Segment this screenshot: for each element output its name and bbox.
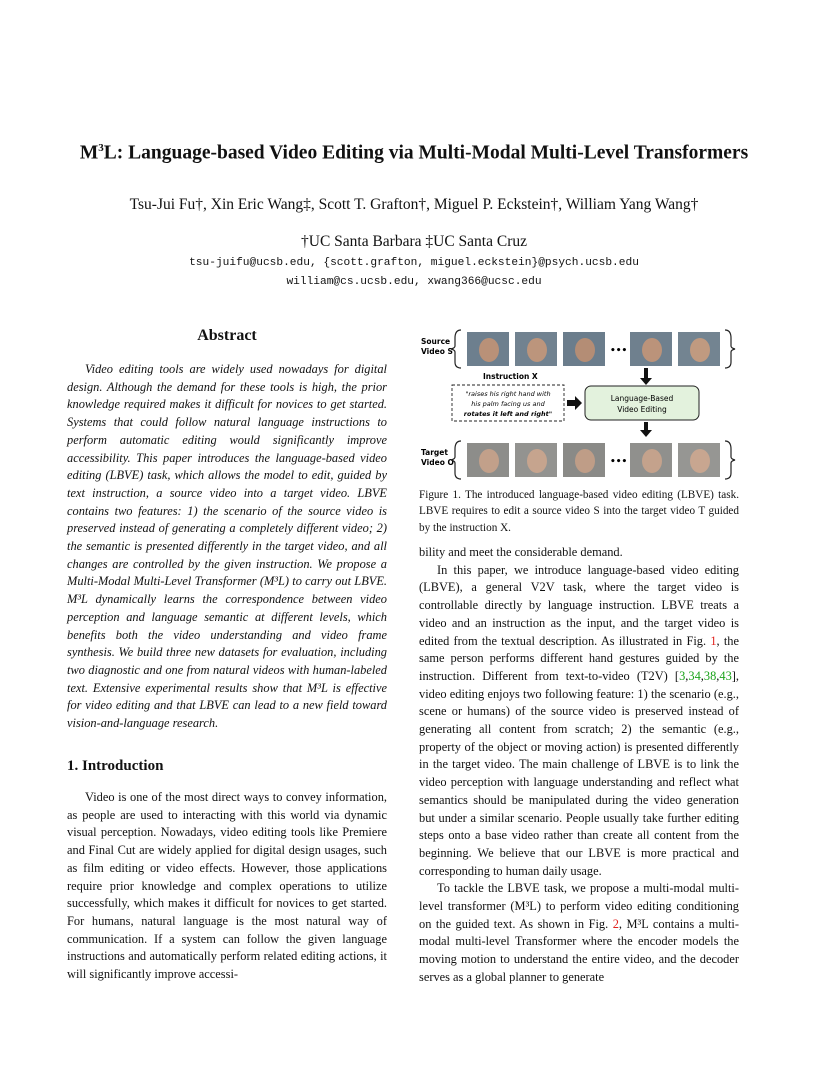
figure-reference[interactable]: 2 bbox=[612, 916, 619, 931]
paragraph-continuation: bility and meet the considerable demand. bbox=[419, 545, 623, 559]
target-label-1: Target bbox=[421, 448, 448, 457]
target-ellipsis: ••• bbox=[610, 457, 628, 467]
email-line-2: william@cs.ucsb.edu, xwang366@ucsc.edu bbox=[286, 276, 542, 288]
paragraph: In this paper, we introduce language-based video editing (LBVE), a general V2V task, where the target video is controllable directly by language instruction. LBVE treats a video and an instruction as the input, and the target video is edited from the textual description. As illustrated in Fig. 1, the same person performs different hand gestures guided by the instruction. Different from text-to-video (T2V) [3,34,38,43], video editing enjoys two following feature: 1) the scenario (e.g., scene or humans) of the source video is preserved instead of generating all content from scratch; 2) the semantic (e.g., property of the object or moving action) is presented differently in the target video. The main challenge of LBVE is to link the video perception with language understanding and reflect what semantics should be manipulated during the video generation but under a similar scenario. People usually take further editing steps onto a base video rather than create all content from the beginning. We believe that our LBVE is more practical and corresponding to human daily usage. bbox=[419, 562, 739, 878]
target-frame-face bbox=[642, 449, 662, 473]
down-arrow-icon bbox=[640, 368, 652, 385]
lbve-model-box bbox=[585, 386, 699, 420]
source-right-brace bbox=[725, 330, 735, 368]
source-frame-face bbox=[642, 338, 662, 362]
source-frames bbox=[467, 332, 720, 366]
source-frame-face bbox=[527, 338, 547, 362]
target-right-brace bbox=[725, 441, 735, 479]
author-list: Tsu-Jui Fu†, Xin Eric Wang‡, Scott T. Grafton†, Miguel P. Eckstein†, William Yang Wang† bbox=[129, 196, 699, 213]
source-label-1: Source bbox=[421, 337, 451, 346]
target-frame-face bbox=[527, 449, 547, 473]
introduction-heading: 1. Introduction bbox=[67, 758, 164, 774]
figure-caption: Figure 1. The introduced language-based video editing (LBVE) task. LBVE requires to edit a source video S into the target video T guided by the instruction X. bbox=[419, 489, 739, 534]
paragraph: To tackle the LBVE task, we propose a multi-modal multi-level transformer (M³L) to perform video editing conditioning on the guided text. As shown in Fig. 2, M³L contains a multi-modal multi-level Transformer where the encoder models the moving motion to understand the entire video, and the decoder serves as a global planner to generate bbox=[419, 881, 739, 984]
abstract-text: Video editing tools are widely used nowadays for digital design. Although the demand for these tools is high, the prior knowledge required makes it difficult for novices to get started. Systems that could follow natural language instructions to perform automatic editing would significantly improve accessibility. This paper introduces the language-based video editing (LBVE) task, which allows the model to edit, guided by text instruction, a source video into a target video. LBVE contains two features: 1) the scenario of the source video is preserved instead of generating a completely different video; 2) the semantic is presented differently in the target video, and all changes are controlled by the given instruction. We propose a Multi-Modal Multi-Level Transformer (M³L) to carry out LBVE. M³L dynamically learns the correspondence between video perception and language semantic at different levels, which benefits both the video understanding and video frame synthesis. We build three new datasets for evaluation, including two diagnostic and one from natural videos with human-labeled text. Extensive experimental results show that M³L is effective for video editing and that LBVE can lead to a new field toward vision-and-language research. bbox=[67, 362, 387, 731]
target-frame-face bbox=[690, 449, 710, 473]
email-line-1: tsu-juifu@ucsb.edu, {scott.grafton, miguel.eckstein}@psych.ucsb.edu bbox=[189, 257, 639, 269]
citation-link[interactable]: 43 bbox=[719, 668, 732, 683]
citation-link[interactable]: 34 bbox=[688, 668, 701, 683]
abstract-heading: Abstract bbox=[197, 327, 257, 344]
source-label-2: Video S bbox=[421, 347, 453, 356]
source-ellipsis: ••• bbox=[610, 346, 628, 356]
figure-1 bbox=[419, 322, 739, 482]
down-arrow-icon bbox=[640, 422, 652, 437]
instruction-label: Instruction X bbox=[483, 372, 538, 381]
target-left-brace bbox=[451, 441, 461, 479]
source-left-brace bbox=[451, 330, 461, 368]
affiliations: †UC Santa Barbara ‡UC Santa Cruz bbox=[301, 233, 527, 250]
page-title: $M^3L$: Language-based Video Editing via Multi-Modal Multi-Level Transformers bbox=[79, 142, 749, 164]
lbve-box-line-1: Language-Based bbox=[610, 394, 674, 403]
source-frame-face bbox=[690, 338, 710, 362]
instruction-line-2: his palm facing us and bbox=[471, 400, 545, 408]
instruction-line-3: rotates it left and right" bbox=[463, 410, 553, 418]
instruction-line-1: "raises his right hand with bbox=[465, 390, 551, 398]
citation-link[interactable]: 3 bbox=[679, 668, 686, 683]
introduction-text: Video is one of the most direct ways to convey information, as people are used to interacting with this world via dynamic visual perception. Nowadays, video editing tools like Premiere and Final Cut are widely applied for digital design usages, such as film editing or video effects. However, those applications require prior knowledge and complex operations to utilize successfully, which makes it difficult for novices to get started. For humans, natural language is the most natural way of communication. If a system can follow the given language instructions and automatically perform related editing actions, it will significantly improve accessi- bbox=[67, 790, 387, 982]
right-arrow-icon bbox=[567, 396, 582, 410]
target-label-2: Video O bbox=[421, 458, 454, 467]
lbve-box-line-2: Video Editing bbox=[617, 405, 667, 414]
source-frame-face bbox=[575, 338, 595, 362]
right-column-text bbox=[419, 544, 739, 987]
target-frame-face bbox=[575, 449, 595, 473]
target-frames bbox=[467, 443, 720, 477]
source-frame-face bbox=[479, 338, 499, 362]
figure-reference[interactable]: 1 bbox=[710, 633, 717, 648]
target-frame-face bbox=[479, 449, 499, 473]
citation-link[interactable]: 38 bbox=[703, 668, 717, 683]
